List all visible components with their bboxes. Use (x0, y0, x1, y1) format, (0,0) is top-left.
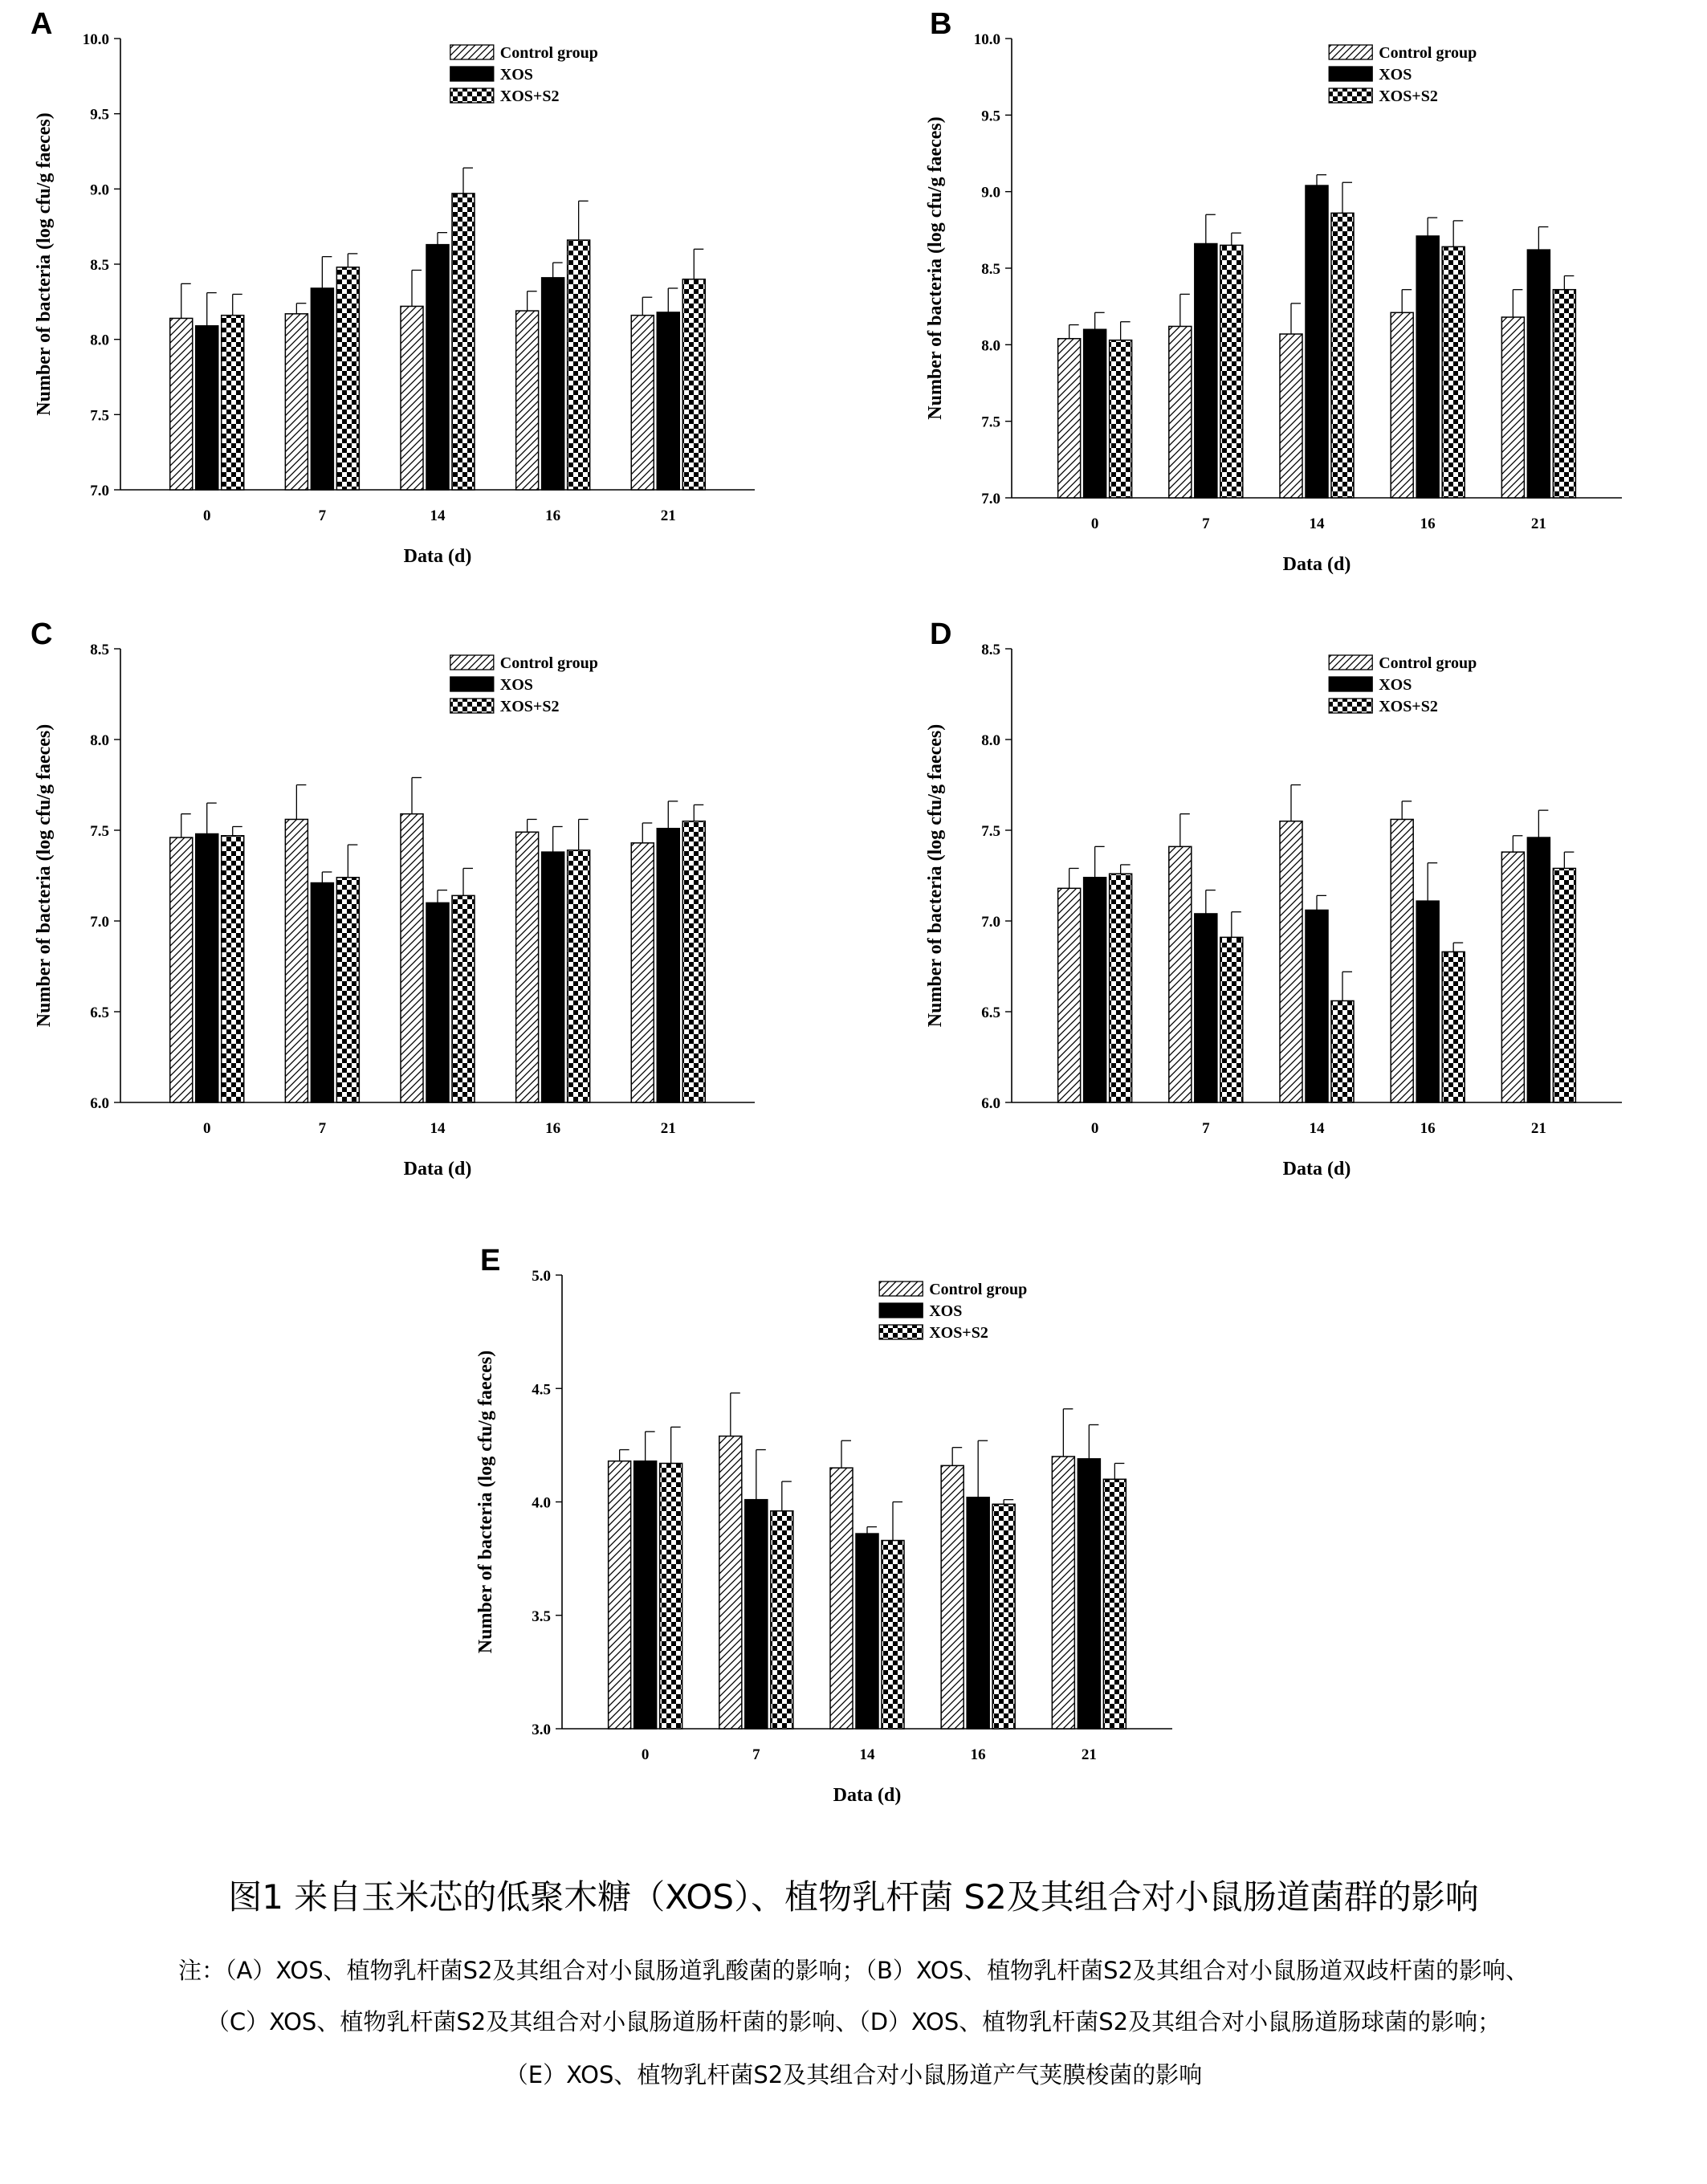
y-tick-label: 9.5 (90, 106, 109, 124)
y-tick-label: 4.0 (532, 1494, 551, 1512)
bar-hatch (631, 316, 654, 490)
bar-checker (336, 267, 359, 490)
bar-solid (745, 1500, 768, 1729)
bar-checker (568, 850, 590, 1102)
panel-letter: B (930, 7, 952, 41)
bar-solid (657, 829, 679, 1102)
legend-swatch-solid (450, 67, 494, 81)
x-tick-label: 16 (1420, 515, 1436, 532)
legend-swatch-checker (450, 88, 494, 103)
bar-hatch (941, 1465, 963, 1729)
bar-checker (1220, 937, 1243, 1102)
y-tick-label: 7.5 (981, 414, 1000, 431)
bar-checker (1331, 1000, 1354, 1102)
chart-panel-d (899, 610, 1707, 1188)
x-tick-label: 0 (641, 1746, 650, 1763)
x-tick-label: 7 (1202, 1120, 1210, 1137)
x-tick-label: 14 (1309, 515, 1325, 532)
bar-solid (1084, 329, 1106, 498)
bar-solid (1527, 250, 1550, 498)
bar-hatch (1058, 339, 1081, 498)
legend-label: XOS (499, 676, 533, 694)
legend-swatch-hatch (1329, 655, 1372, 670)
y-tick-label: 4.5 (532, 1381, 551, 1399)
bar-hatch (1501, 852, 1524, 1102)
bar-hatch (401, 814, 423, 1102)
legend-swatch-checker (450, 699, 494, 713)
x-tick-label: 16 (545, 507, 561, 524)
bar-checker (1110, 874, 1132, 1102)
chart-svg (899, 610, 1707, 1188)
bar-checker (1331, 213, 1354, 498)
bar-hatch (631, 843, 654, 1102)
y-tick-label: 3.5 (532, 1607, 551, 1625)
legend-label: XOS (929, 1302, 963, 1320)
bar-checker (1220, 245, 1243, 498)
figure-note-line-3: （E）XOS、植物乳杆菌S2及其组合对小鼠肠道产气荚膜梭菌的影响 (504, 2061, 1203, 2088)
y-tick-label: 7.0 (981, 914, 1000, 931)
x-tick-label: 0 (1090, 1120, 1099, 1137)
bar-solid (426, 903, 449, 1102)
y-tick-label: 6.5 (981, 1004, 1000, 1021)
bar-hatch (1501, 317, 1524, 498)
legend-swatch-solid (1329, 67, 1372, 81)
legend-label: XOS+S2 (1379, 698, 1438, 715)
y-tick-label: 6.0 (981, 1095, 1000, 1112)
x-tick-label: 7 (318, 507, 327, 524)
bar-checker (660, 1463, 682, 1729)
bar-solid (311, 883, 333, 1102)
legend-swatch-checker (879, 1325, 923, 1339)
figure-note-line-2: （C）XOS、植物乳杆菌S2及其组合对小鼠肠道肠杆菌的影响、（D）XOS、植物乳杆菌S2及其组合对小鼠肠道肠球菌的影响； (206, 2008, 1501, 2035)
chart-panel-a (0, 0, 854, 578)
y-tick-label: 8.5 (90, 642, 109, 658)
bar-solid (1306, 185, 1328, 498)
legend-label: XOS (1379, 66, 1412, 84)
bar-checker (1103, 1479, 1126, 1729)
bar-solid (1527, 837, 1550, 1102)
bar-hatch (1052, 1457, 1074, 1729)
x-tick-label: 16 (970, 1746, 986, 1763)
y-tick-label: 8.0 (981, 732, 1000, 749)
legend-label: Control group (929, 1281, 1028, 1298)
panel-letter: E (480, 1244, 501, 1277)
y-tick-label: 3.0 (532, 1722, 551, 1738)
x-tick-label: 7 (752, 1746, 760, 1763)
x-tick-label: 21 (660, 507, 676, 524)
chart-panel-b (899, 0, 1707, 586)
legend-swatch-checker (1329, 699, 1372, 713)
bar-hatch (1391, 312, 1413, 498)
y-tick-label: 7.0 (981, 491, 1000, 507)
legend-label: Control group (499, 654, 598, 672)
bar-checker (1442, 951, 1465, 1102)
bar-solid (856, 1534, 878, 1729)
bar-solid (634, 1461, 657, 1729)
x-tick-label: 0 (202, 507, 211, 524)
bar-checker (771, 1511, 793, 1729)
x-tick-label: 21 (660, 1120, 676, 1137)
legend-label: XOS+S2 (499, 88, 560, 105)
chart-panel-e (450, 1237, 1257, 1823)
bar-hatch (170, 837, 193, 1102)
legend-label: XOS (499, 66, 533, 84)
y-tick-label: 7.0 (90, 483, 109, 499)
y-tick-label: 8.0 (90, 732, 109, 749)
bar-solid (542, 278, 564, 490)
bar-checker (882, 1541, 904, 1729)
legend-swatch-checker (1329, 88, 1372, 103)
bar-hatch (401, 306, 423, 490)
panel-letter: C (31, 617, 53, 651)
bar-checker (568, 240, 590, 490)
chart-svg (899, 0, 1707, 586)
y-tick-label: 8.5 (981, 261, 1000, 278)
x-tick-label: 14 (430, 507, 446, 524)
x-axis-title: Data (d) (403, 546, 472, 567)
x-tick-label: 21 (1081, 1746, 1097, 1763)
bar-solid (1195, 914, 1217, 1102)
y-tick-label: 6.0 (90, 1095, 109, 1112)
x-axis-title: Data (d) (403, 1159, 472, 1180)
x-tick-label: 0 (1090, 515, 1099, 532)
y-tick-label: 10.0 (973, 31, 1000, 48)
y-tick-label: 8.5 (90, 257, 109, 274)
bar-hatch (1391, 819, 1413, 1102)
y-tick-label: 8.0 (90, 332, 109, 349)
figure-note-line-1: 注：（A）XOS、植物乳杆菌S2及其组合对小鼠肠道乳酸菌的影响；（B）XOS、植物乳杆菌S2及其组合对小鼠肠道双歧杆菌的影响、 (178, 1957, 1529, 1984)
x-tick-label: 16 (1420, 1120, 1436, 1137)
y-axis-title: Number of bacteria (log cfu/g faeces) (925, 723, 946, 1028)
y-tick-label: 7.5 (90, 823, 109, 840)
x-tick-label: 14 (430, 1120, 446, 1137)
legend-label: Control group (499, 44, 598, 62)
bar-solid (1078, 1459, 1100, 1729)
x-tick-label: 14 (1309, 1120, 1325, 1137)
bar-hatch (609, 1461, 631, 1729)
y-axis-title: Number of bacteria (log cfu/g faeces) (34, 723, 55, 1028)
bar-hatch (719, 1436, 742, 1729)
panel-letter: D (930, 617, 952, 651)
bar-hatch (516, 832, 539, 1102)
bar-checker (336, 878, 359, 1102)
bar-checker (222, 836, 244, 1102)
y-tick-label: 9.0 (981, 184, 1000, 202)
bar-solid (657, 312, 679, 490)
bar-solid (967, 1497, 989, 1729)
x-axis-title: Data (d) (833, 1785, 902, 1806)
bar-checker (682, 821, 705, 1102)
y-tick-label: 8.5 (981, 642, 1000, 658)
bar-hatch (285, 314, 308, 490)
legend-swatch-solid (450, 677, 494, 691)
legend-label: Control group (1379, 44, 1477, 62)
bar-solid (1084, 878, 1106, 1102)
y-tick-label: 9.0 (90, 181, 109, 199)
y-tick-label: 7.5 (90, 407, 109, 425)
bar-checker (452, 895, 475, 1102)
y-axis-title: Number of bacteria (log cfu/g faeces) (475, 1350, 496, 1654)
legend-swatch-solid (879, 1303, 923, 1318)
y-axis-title: Number of bacteria (log cfu/g faeces) (925, 116, 946, 420)
panel-letter: A (31, 7, 53, 41)
y-tick-label: 10.0 (82, 31, 109, 48)
bar-solid (196, 834, 218, 1102)
bar-solid (1416, 236, 1439, 498)
bar-hatch (1058, 888, 1081, 1102)
chart-svg (0, 610, 854, 1188)
bar-checker (222, 316, 244, 490)
chart-svg (450, 1237, 1257, 1823)
x-axis-title: Data (d) (1282, 554, 1351, 575)
y-tick-label: 8.0 (981, 337, 1000, 355)
y-tick-label: 6.5 (90, 1004, 109, 1021)
bar-checker (682, 279, 705, 490)
bar-solid (1306, 910, 1328, 1102)
bar-checker (1553, 290, 1575, 498)
figure-caption-title: 图1 来自玉米芯的低聚木糖（XOS）、植物乳杆菌 S2及其组合对小鼠肠道菌群的影响 (228, 1877, 1479, 1917)
bar-hatch (830, 1468, 853, 1729)
x-tick-label: 7 (318, 1120, 327, 1137)
chart-panel-c (0, 610, 854, 1188)
chart-svg (0, 0, 854, 578)
x-tick-label: 16 (545, 1120, 561, 1137)
x-tick-label: 7 (1202, 515, 1210, 532)
legend-label: Control group (1379, 654, 1477, 672)
x-tick-label: 21 (1530, 1120, 1546, 1137)
legend-swatch-hatch (450, 655, 494, 670)
y-tick-label: 5.0 (532, 1268, 551, 1285)
x-tick-label: 14 (859, 1746, 875, 1763)
y-axis-title: Number of bacteria (log cfu/g faeces) (34, 112, 55, 416)
bar-solid (1195, 243, 1217, 498)
y-tick-label: 7.5 (981, 823, 1000, 840)
bar-checker (1553, 868, 1575, 1102)
y-tick-label: 7.0 (90, 914, 109, 931)
legend-swatch-hatch (1329, 45, 1372, 59)
legend-swatch-hatch (879, 1281, 923, 1296)
bar-checker (1110, 340, 1132, 498)
legend-label: XOS+S2 (499, 698, 560, 715)
legend-swatch-solid (1329, 677, 1372, 691)
bar-checker (992, 1504, 1015, 1729)
bar-hatch (285, 819, 308, 1102)
x-tick-label: 0 (202, 1120, 211, 1137)
x-tick-label: 21 (1530, 515, 1546, 532)
bar-hatch (516, 311, 539, 490)
bar-solid (311, 288, 333, 490)
legend-label: XOS+S2 (929, 1324, 988, 1342)
bar-hatch (1169, 846, 1192, 1102)
bar-hatch (170, 318, 193, 490)
bar-solid (196, 326, 218, 490)
bar-hatch (1280, 821, 1302, 1102)
bar-hatch (1280, 334, 1302, 498)
bar-hatch (1169, 326, 1192, 498)
bar-checker (452, 194, 475, 490)
legend-swatch-hatch (450, 45, 494, 59)
legend-label: XOS (1379, 676, 1412, 694)
bar-solid (1416, 901, 1439, 1102)
bar-checker (1442, 247, 1465, 498)
bar-solid (542, 852, 564, 1102)
bar-solid (426, 245, 449, 490)
x-axis-title: Data (d) (1282, 1159, 1351, 1180)
legend-label: XOS+S2 (1379, 88, 1438, 105)
y-tick-label: 9.5 (981, 108, 1000, 125)
